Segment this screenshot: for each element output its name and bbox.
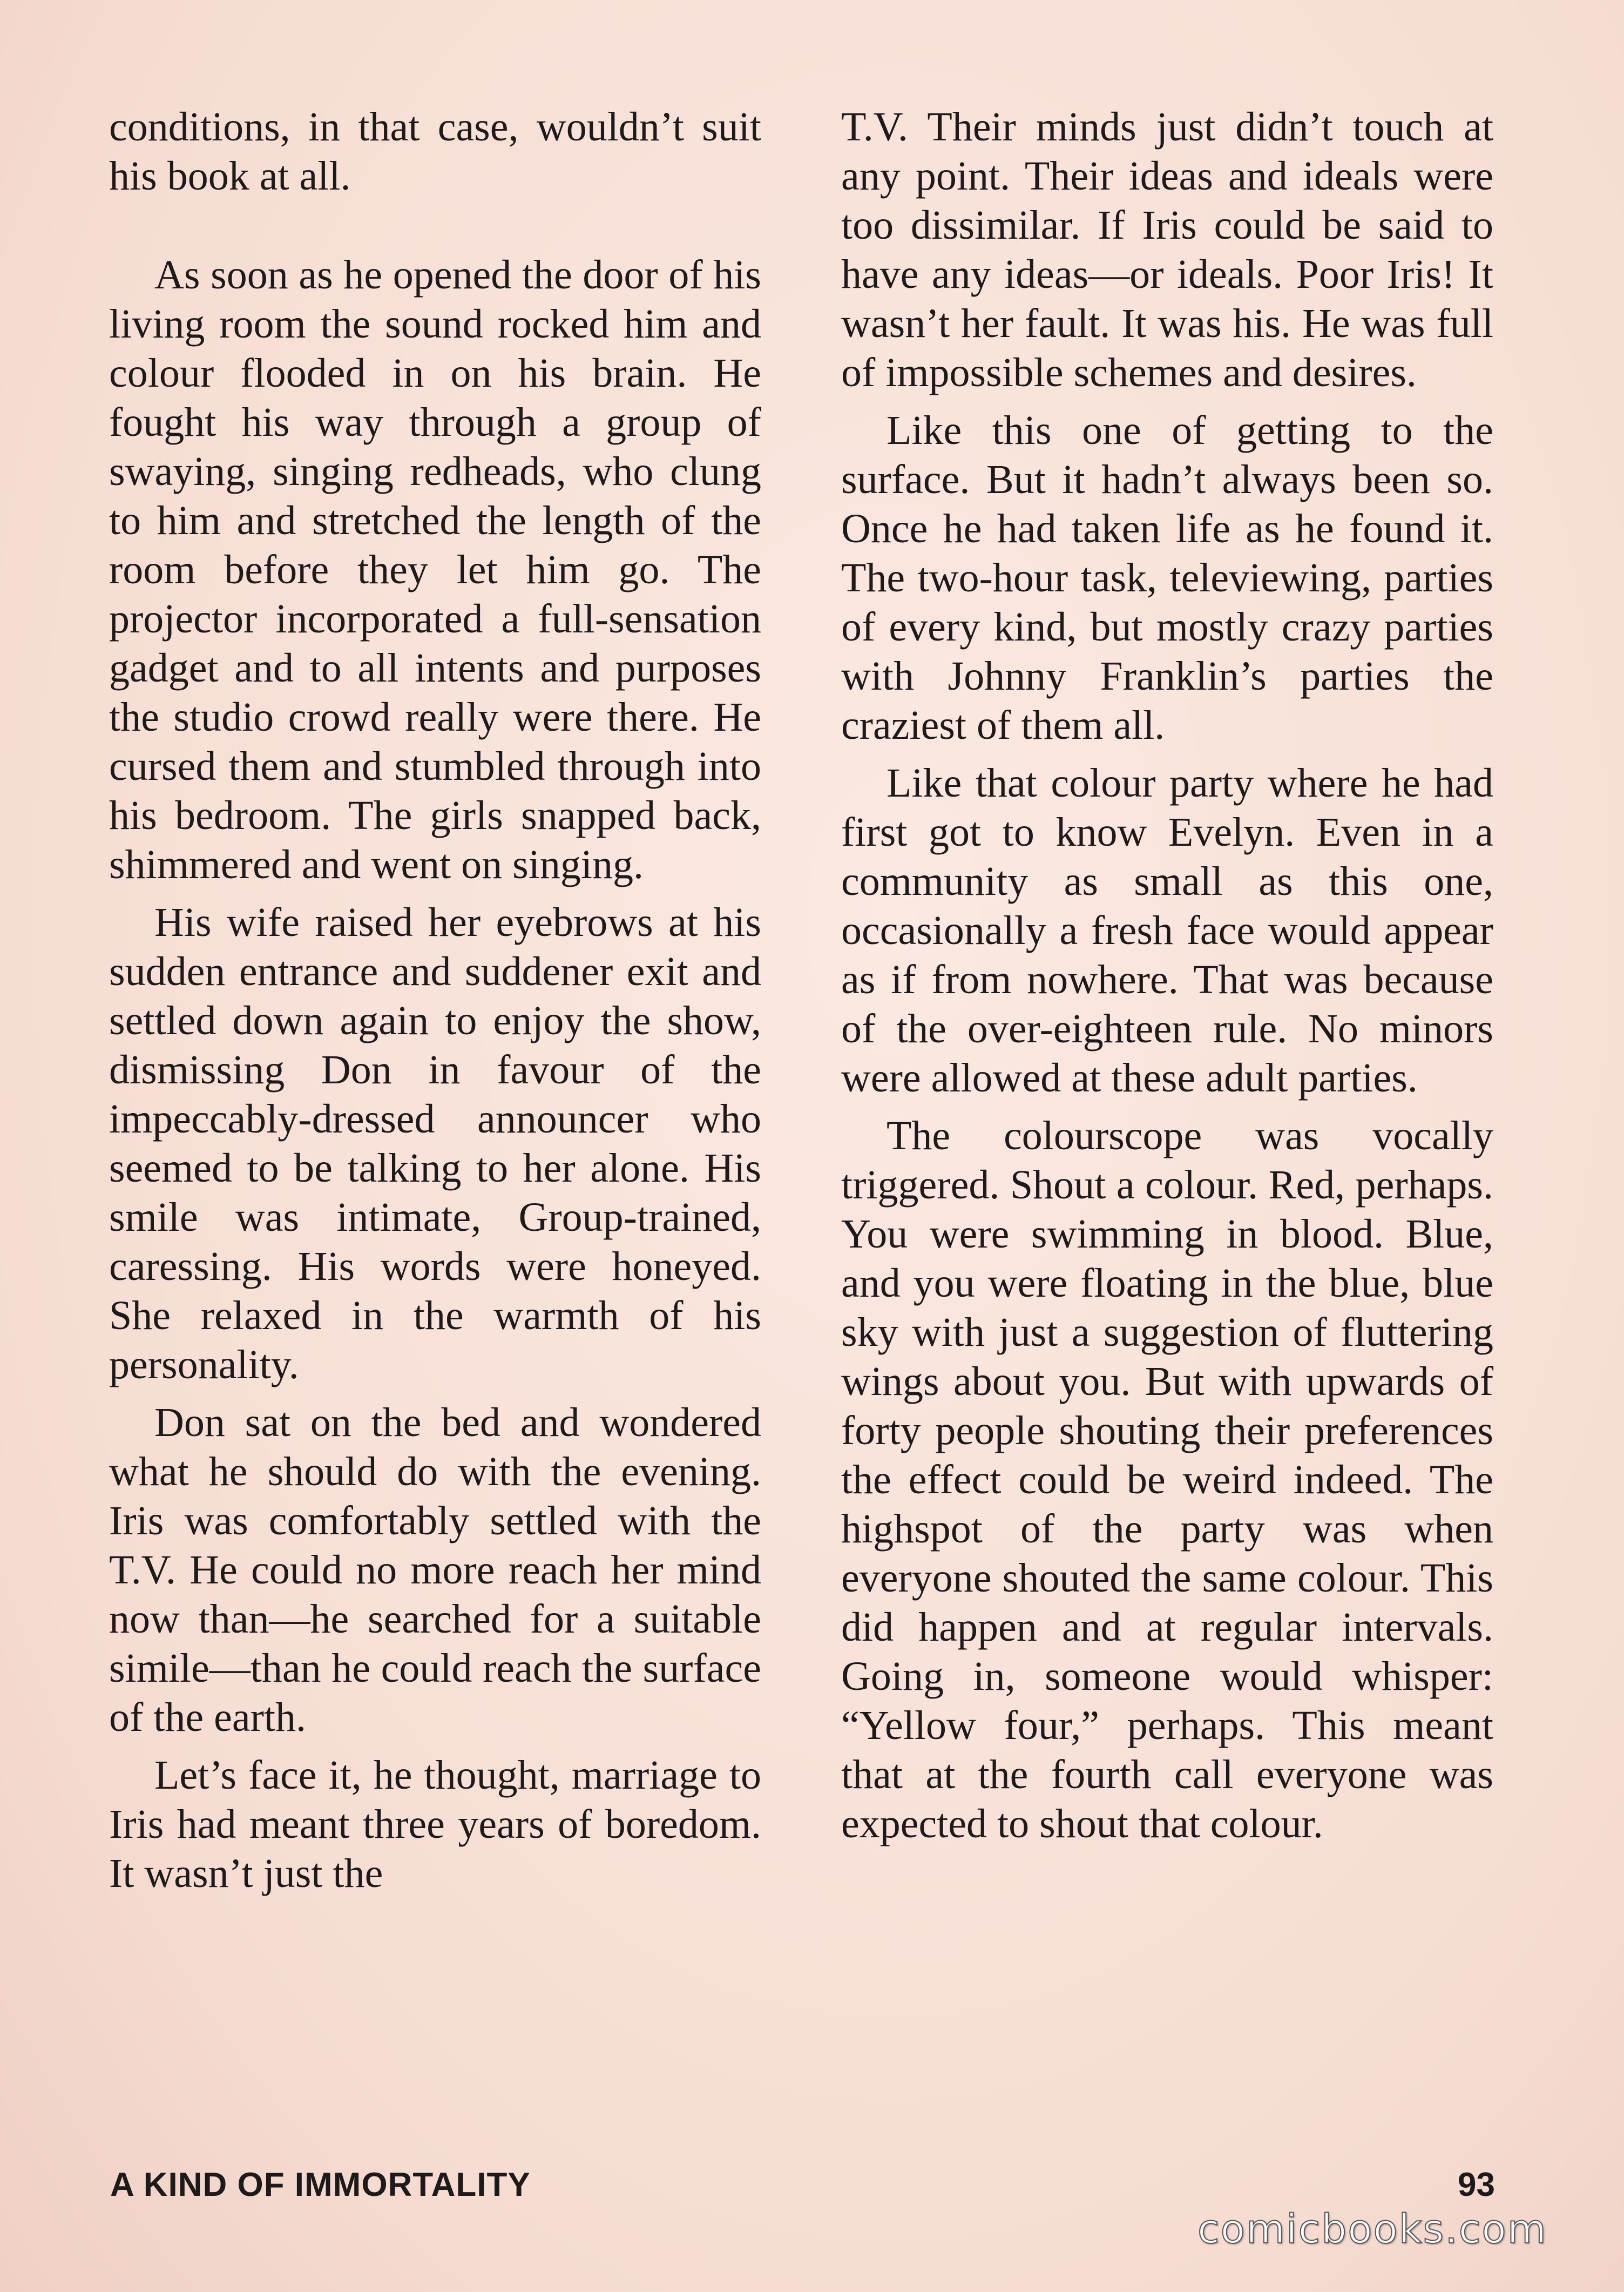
right-text-column [841, 103, 1493, 1857]
paragraph: Don sat on the bed and wondered what he should do with the evening. Iris was comfortably settled with the T.V. He could no more reach her mind now than—he searched for a suitable simile—than he could reach the surface of the earth. [109, 1400, 761, 1740]
paragraph: His wife raised her eyebrows at his sudden entrance and suddener exit and settled down again to enjoy the show, dismissing Don in favour of the impeccably-dressed announcer who seemed to be talking to her alone. His smile was intimate, Group-trained, caressing. His words were honeyed. She relaxed in the warmth of his personality. [109, 900, 761, 1387]
running-footer-title: A KIND OF IMMORTALITY [110, 2166, 531, 2203]
watermark: comicbooks.com [1197, 2206, 1547, 2253]
left-text-column [109, 103, 761, 1907]
paragraph: T.V. Their minds just didn’t touch at any point. Their ideas and ideals were too dissimilar. If Iris could be said to have any ideas—or ideals. Poor Iris! It wasn’t her fault. It was his. He was full of impossible schemes and desires. [841, 104, 1493, 395]
paragraph: Like that colour party where he had first got to know Evelyn. Even in a community as small as this one, occasionally a fresh face would appear as if from nowhere. That was because of the over-eighteen rule. No minors were allowed at these adult parties. [841, 760, 1493, 1101]
paragraph: Like this one of getting to the surface. But it hadn’t always been so. Once he had taken life as he found it. The two-hour task, televiewing, parties of every kind, but mostly crazy parties with Johnny Franklin’s parties the craziest of them all. [841, 408, 1493, 748]
paragraph: conditions, in that case, wouldn’t suit his book at all. [109, 104, 761, 199]
paragraph: As soon as he opened the door of his living room the sound rocked him and colour flooded in on his brain. He fought his way through a group of swaying, singing redheads, who clung to him and stretched the length of the room before they let him go. The projector incorporated a full-sensation gadget and to all intents and purposes the studio crowd really were there. He cursed them and stumbled through into his bedroom. The girls snapped back, shimmered and went on singing. [109, 252, 761, 887]
paragraph: The colourscope was vocally triggered. Shout a colour. Red, perhaps. You were swimming in blood. Blue, and you were floating in the blue, blue sky with just a suggestion of fluttering wings about you. But with upwards of forty people shouting their preferences the effect could be weird indeed. The highspot of the party was when everyone shouted the same colour. This did happen and at regular intervals. Going in, someone would whisper: “Yellow four,” perhaps. This meant that at the fourth call everyone was expected to shout that colour. [841, 1113, 1493, 1846]
page-number: 93 [1458, 2166, 1495, 2203]
paragraph: Let’s face it, he thought, marriage to Iris had meant three years of boredom. It wasn’t just the [109, 1752, 761, 1896]
